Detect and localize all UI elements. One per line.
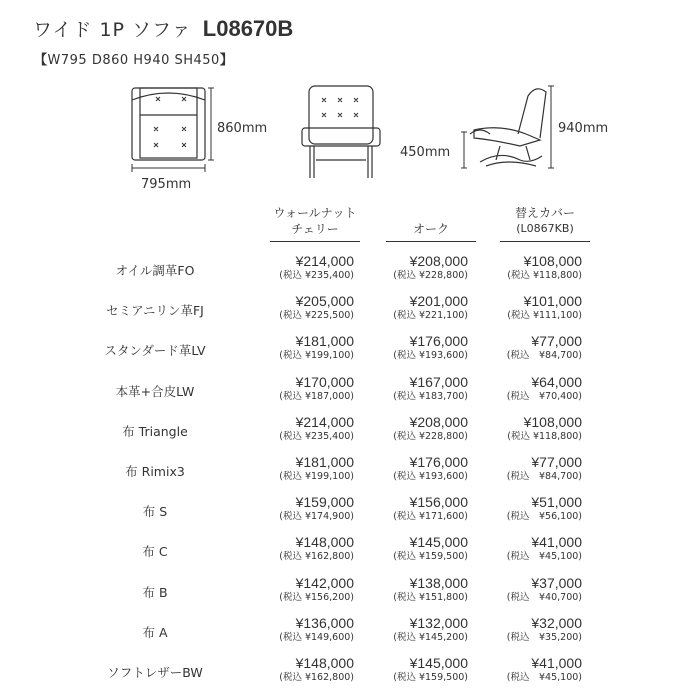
price-cell xyxy=(234,293,354,322)
price-amount: ¥176,000 xyxy=(409,454,468,470)
price-amount: ¥77,000 xyxy=(531,333,582,350)
price-amount: ¥181,000 xyxy=(295,454,354,470)
price-tax-included: (税込 ¥228,800) xyxy=(393,430,468,442)
price-cell xyxy=(348,333,468,362)
price-tax-included: (税込 ¥183,700) xyxy=(393,390,468,402)
product-name: ワイド 1P ソファ xyxy=(33,19,192,41)
price-amount: ¥208,000 xyxy=(409,413,468,430)
price-amount: ¥205,000 xyxy=(295,293,354,310)
price-cell xyxy=(348,374,468,403)
price-tax-included: (税込 ¥171,600) xyxy=(393,511,468,523)
price-cell xyxy=(462,534,582,563)
column-header-oak xyxy=(386,205,476,237)
price-cell xyxy=(462,253,582,282)
row-label: 布 B xyxy=(142,584,168,600)
price-tax-included: (税込 ¥225,500) xyxy=(279,310,354,322)
price-amount: ¥138,000 xyxy=(409,574,468,591)
price-amount: ¥37,000 xyxy=(531,574,582,591)
column-underline xyxy=(500,241,590,242)
price-amount: ¥156,000 xyxy=(409,494,468,511)
price-amount: ¥148,000 xyxy=(295,534,354,551)
column-header-line1: ウォールナット xyxy=(273,206,357,220)
price-tax-included: (税込 ¥145,200) xyxy=(393,631,468,643)
side-view-drawing xyxy=(470,89,546,166)
price-tax-included: (税込 ¥159,500) xyxy=(393,551,468,563)
price-tax-included: (税込 ¥199,100) xyxy=(279,350,354,362)
row-label: 布 C xyxy=(142,544,168,560)
price-cell xyxy=(462,615,582,644)
depth-label: 860mm xyxy=(217,121,268,136)
price-amount: ¥132,000 xyxy=(409,614,468,631)
column-header-line1: 替えカバー xyxy=(514,206,575,220)
price-amount: ¥145,000 xyxy=(409,655,468,671)
price-cell xyxy=(462,655,582,684)
price-amount: ¥108,000 xyxy=(523,413,582,430)
column-header-line2: チェリー xyxy=(291,222,339,236)
price-cell xyxy=(234,575,354,604)
row-label: セミアニリン革FJ xyxy=(106,303,204,319)
row-label: 布 A xyxy=(142,624,168,640)
price-tax-included: (税込 ¥187,000) xyxy=(279,390,354,402)
price-tax-included: (税込 ¥40,700) xyxy=(506,591,582,603)
price-cell xyxy=(234,494,354,523)
price-cell xyxy=(348,615,468,644)
price-tax-included: (税込 ¥111,100) xyxy=(507,310,582,322)
price-amount: ¥176,000 xyxy=(409,333,468,350)
price-amount: ¥41,000 xyxy=(531,655,582,671)
price-tax-included: (税込 ¥45,100) xyxy=(506,551,582,563)
price-tax-included: (税込 ¥45,100) xyxy=(506,672,582,683)
row-label: スタンダード革LV xyxy=(104,343,206,359)
price-cell xyxy=(348,575,468,604)
price-tax-included: (税込 ¥56,100) xyxy=(506,511,582,523)
price-amount: ¥108,000 xyxy=(523,253,582,269)
price-cell xyxy=(234,374,354,403)
price-tax-included: (税込 ¥84,700) xyxy=(506,350,582,362)
price-amount: ¥64,000 xyxy=(531,373,582,390)
column-underline xyxy=(270,241,360,242)
price-cell xyxy=(462,333,582,362)
price-cell xyxy=(348,293,468,322)
price-cell xyxy=(348,534,468,563)
depth-dimension-line xyxy=(208,88,214,160)
front-view-drawing xyxy=(302,86,380,178)
height-dimension-line xyxy=(548,86,554,168)
top-view-drawing xyxy=(132,88,205,160)
seat-height-dimension-line xyxy=(461,132,467,168)
price-amount: ¥51,000 xyxy=(531,494,582,511)
price-cell xyxy=(234,534,354,563)
price-amount: ¥159,000 xyxy=(295,494,354,511)
product-code: L08670B xyxy=(202,16,294,41)
price-tax-included: (税込 ¥162,800) xyxy=(279,672,354,683)
price-amount: ¥145,000 xyxy=(409,534,468,551)
price-tax-included: (税込 ¥35,200) xyxy=(506,631,582,643)
price-tax-included: (税込 ¥151,800) xyxy=(393,591,468,603)
price-cell xyxy=(348,454,468,483)
column-header-walnut-cherry xyxy=(270,205,360,237)
price-cell xyxy=(348,414,468,443)
price-amount: ¥170,000 xyxy=(295,373,354,390)
price-amount: ¥32,000 xyxy=(531,614,582,631)
price-amount: ¥181,000 xyxy=(295,333,354,350)
price-cell xyxy=(234,655,354,684)
price-amount: ¥201,000 xyxy=(409,293,468,310)
price-amount: ¥101,000 xyxy=(523,293,582,310)
price-cell xyxy=(462,454,582,483)
price-tax-included: (税込 ¥199,100) xyxy=(279,471,354,482)
price-amount: ¥208,000 xyxy=(409,253,468,269)
sofa-drawings xyxy=(0,0,700,200)
price-cell xyxy=(234,253,354,282)
column-header-line2: (L0867KB) xyxy=(516,222,574,235)
price-amount: ¥41,000 xyxy=(531,534,582,551)
price-cell xyxy=(462,575,582,604)
price-tax-included: (税込 ¥84,700) xyxy=(506,471,582,482)
price-tax-included: (税込 ¥118,800) xyxy=(507,270,582,281)
dimension-values: W795 D860 H940 SH450 xyxy=(47,53,220,68)
price-tax-included: (税込 ¥159,500) xyxy=(393,672,468,683)
price-amount: ¥142,000 xyxy=(295,574,354,591)
price-tax-included: (税込 ¥174,900) xyxy=(279,511,354,523)
price-tax-included: (税込 ¥162,800) xyxy=(279,551,354,563)
price-cell xyxy=(348,253,468,282)
seat-height-label: 450mm xyxy=(400,145,451,160)
bracket-open: 【 xyxy=(34,53,48,68)
price-tax-included: (税込 ¥156,200) xyxy=(279,591,354,603)
price-tax-included: (税込 ¥228,800) xyxy=(393,270,468,281)
price-cell xyxy=(462,414,582,443)
row-label: 布 Triangle xyxy=(122,423,188,439)
price-tax-included: (税込 ¥235,400) xyxy=(279,430,354,442)
column-header-cover xyxy=(500,205,590,237)
row-label: オイル調革FO xyxy=(115,263,195,278)
price-cell xyxy=(234,333,354,362)
price-tax-included: (税込 ¥235,400) xyxy=(279,270,354,281)
bracket-close: 】 xyxy=(219,53,234,68)
row-label: ソフトレザーBW xyxy=(107,665,203,680)
price-tax-included: (税込 ¥193,600) xyxy=(393,350,468,362)
column-header-line1 xyxy=(386,205,476,221)
column-underline xyxy=(386,241,476,242)
price-cell xyxy=(462,374,582,403)
row-label: 布 S xyxy=(142,504,168,520)
price-amount: ¥148,000 xyxy=(295,655,354,671)
height-label: 940mm xyxy=(558,121,609,136)
price-amount: ¥167,000 xyxy=(409,373,468,390)
price-cell xyxy=(348,655,468,684)
row-label: 本革+合皮LW xyxy=(115,383,195,399)
price-amount: ¥214,000 xyxy=(295,253,354,269)
row-label: 布 Rimix3 xyxy=(125,464,185,479)
price-cell xyxy=(348,494,468,523)
price-tax-included: (税込 ¥149,600) xyxy=(279,631,354,643)
column-header-line2: オーク xyxy=(412,222,449,236)
width-label: 795mm xyxy=(141,177,192,192)
price-cell xyxy=(234,615,354,644)
price-amount: ¥214,000 xyxy=(295,413,354,430)
price-cell xyxy=(234,414,354,443)
price-cell xyxy=(234,454,354,483)
price-cell xyxy=(462,494,582,523)
price-amount: ¥136,000 xyxy=(295,614,354,631)
price-cell xyxy=(462,293,582,322)
price-tax-included: (税込 ¥118,800) xyxy=(507,430,582,442)
price-tax-included: (税込 ¥70,400) xyxy=(506,390,582,402)
price-amount: ¥77,000 xyxy=(531,454,582,470)
price-tax-included: (税込 ¥193,600) xyxy=(393,471,468,482)
width-dimension-line xyxy=(132,164,205,172)
price-tax-included: (税込 ¥221,100) xyxy=(393,310,468,322)
